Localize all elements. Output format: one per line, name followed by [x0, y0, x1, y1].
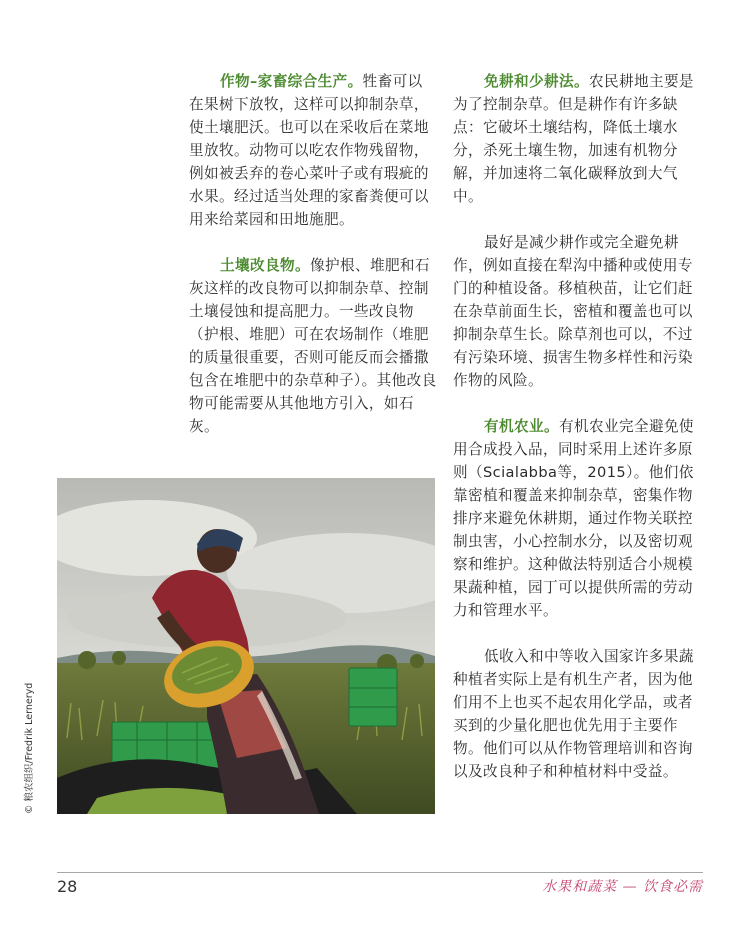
paragraph-text: 农民耕地主要是为了控制杂草。但是耕作有许多缺点：它破坏土壤结构，降低土壤水分，杀死土壤生物，加速有机物分解，并加速将二氧化碳释放到大气中。	[453, 73, 694, 205]
page-number: 28	[57, 877, 78, 896]
paragraph-text: 像护根、堆肥和石灰这样的改良物可以抑制杂草、控制土壤侵蚀和提高肥力。一些改良物（护根、堆肥）可在农场制作（堆肥的质量很重要，否则可能反而会播撒包含在堆肥中的杂草种子）。其他改良物可能需要从其他地方引入，如石灰。	[189, 257, 437, 435]
photo-credit: © 粮农组织/Fredrik Lerneryd	[24, 682, 35, 814]
right-text-column	[453, 70, 703, 806]
paragraph-no-till	[453, 70, 703, 208]
farmer-harvest-photo	[57, 478, 435, 814]
paragraph-reduce-tillage	[453, 231, 703, 392]
paragraph-text: 牲畜可以在果树下放牧，这样可以抑制杂草，使土壤肥沃。也可以在采收后在菜地里放牧。动物可以吃农作物残留物，例如被丢弃的卷心菜叶子或有瑕疵的水果。经过适当处理的家畜粪便可以用来给菜园和田地施肥。	[189, 73, 429, 228]
paragraph-heading: 土壤改良物。	[220, 257, 310, 274]
paragraph-heading: 免耕和少耕法。	[484, 73, 589, 90]
paragraph-heading: 有机农业。	[484, 418, 559, 435]
paragraph-text: 最好是减少耕作或完全避免耕作，例如直接在犁沟中播种或使用专门的种植设备。移植秧苗，让它们赶在杂草前面生长，密植和覆盖也可以抑制杂草生长。除草剂也可以，不过有污染环境、损害生物多样性和污染作物的风险。	[453, 234, 693, 389]
running-title: 水果和蔬菜 — 饮食必需	[542, 879, 703, 895]
paragraph-organic-farming	[453, 415, 703, 622]
paragraph-low-income-producers	[453, 645, 703, 783]
paragraph-heading: 作物–家畜综合生产。	[220, 73, 363, 90]
paragraph-soil-amendments	[189, 254, 437, 438]
paragraph-crop-livestock	[189, 70, 437, 231]
paragraph-text: 低收入和中等收入国家许多果蔬种植者实际上是有机生产者，因为他们用不上也买不起农用化学品，或者买到的少量化肥也优先用于主要作物。他们可以从作物管理培训和咨询以及改良种子和种植材料中受益。	[453, 648, 694, 780]
paragraph-text: 有机农业完全避免使用合成投入品，同时采用上述许多原则（Scialabba等，2015）。他们依靠密植和覆盖来抑制杂草，密集作物排序来避免休耕期，通过作物关联控制虫害，小心控制水分，以及密切观察和维护。这种做法特别适合小规模果蔬种植，园丁可以提供所需的劳动力和管理水平。	[453, 418, 694, 619]
footer-divider	[57, 872, 703, 873]
left-text-column	[189, 70, 437, 461]
